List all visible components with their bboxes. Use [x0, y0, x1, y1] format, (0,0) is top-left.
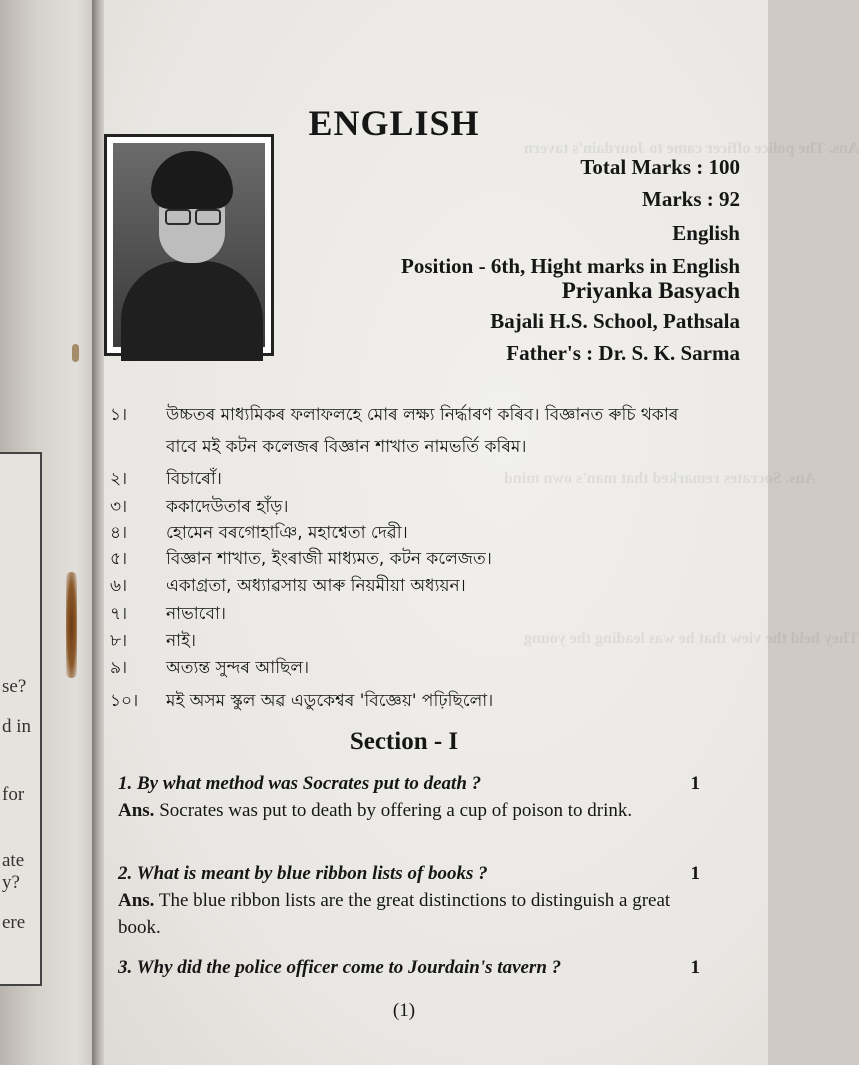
- left-page-box: [0, 452, 42, 986]
- question: 1. By what method was Socrates put to death ? 1: [118, 770, 700, 797]
- left-page-fragment: ere: [2, 912, 26, 933]
- question-block: [118, 770, 700, 824]
- marks-obtained: Marks : 92: [642, 187, 740, 211]
- page-title: ENGLISH: [308, 103, 480, 143]
- assamese-answer: ২। বিচাৰোঁ।: [110, 469, 222, 489]
- question: 3. Why did the police officer come to Jourdain's tavern ? 1: [118, 954, 700, 981]
- page-stain: [66, 572, 77, 678]
- assamese-answer: ৪। হোমেন বৰগোহাঞি, মহাশ্বেতা দেৱী।: [110, 523, 408, 543]
- assamese-answer: ৩। ককাদেউতাৰ হাঁড়।: [110, 497, 289, 517]
- assamese-answer: ১। উচ্চতৰ মাধ্যমিকৰ ফলাফলহে মোৰ লক্ষ্য নিৰ্দ্ধাৰণ কৰিব। বিজ্ঞানত ৰুচি থকাৰ: [110, 405, 679, 425]
- subject: English: [672, 221, 740, 245]
- assamese-answer: ৭। নাভাবো।: [110, 604, 226, 624]
- student-name: Priyanka Basyach: [561, 278, 740, 303]
- question-block: [118, 954, 700, 981]
- position: Position - 6th, Hight marks in English: [401, 254, 740, 278]
- section-heading: Section - I: [349, 728, 459, 755]
- assamese-answer: ৬। একাগ্ৰতা, অধ্যাৱসায় আৰু নিয়মীয়া অধ্যয়ন।: [110, 576, 466, 596]
- page-stain: [72, 344, 79, 362]
- question-marks: 1: [690, 957, 700, 978]
- assamese-answer: ৯। অত্যন্ত সুন্দৰ আছিল।: [110, 658, 310, 678]
- left-page-fragment: d in: [2, 716, 32, 737]
- left-page-fragment: y?: [2, 872, 20, 893]
- bleed-through-text: They held the view that he was leading the young: [524, 630, 859, 647]
- page-number: (1): [392, 1000, 416, 1021]
- question-marks: 1: [690, 773, 700, 794]
- question-marks: 1: [690, 863, 700, 884]
- left-page-fragment: for: [2, 784, 25, 805]
- left-facing-page: [0, 0, 96, 1065]
- assamese-answer: ৮। নাই।: [110, 631, 196, 651]
- assamese-answer: ৫। বিজ্ঞান শাখাত, ইংৰাজী মাধ্যমত, কটন কলেজত।: [110, 549, 492, 569]
- question: 2. What is meant by blue ribbon lists of books ? 1: [118, 860, 700, 887]
- answer: Ans. Socrates was put to death by offering a cup of poison to drink.: [118, 800, 633, 821]
- bleed-through-text: Ans. Socrates remarked that man's own mind: [504, 470, 817, 487]
- student-photo: [104, 134, 274, 356]
- main-page: [104, 0, 859, 1065]
- bleed-through-text: Ans. The police officer came to Jourdain's tavern: [524, 140, 859, 157]
- assamese-answer: ১০। মই অসম স্কুল অৱ এডুকেশ্বৰ 'বিজ্ঞেয়' পঢ়িছিলো।: [110, 691, 494, 711]
- assamese-answer: বাবে মই কটন কলেজৰ বিজ্ঞান শাখাত নামভৰ্তি কৰিম।: [166, 437, 527, 457]
- left-page-fragment: ate: [2, 850, 25, 871]
- school-name: Bajali H.S. School, Pathsala: [490, 309, 740, 333]
- total-marks: Total Marks : 100: [580, 155, 740, 179]
- left-page-fragment: se?: [2, 676, 27, 697]
- father-name: Father's : Dr. S. K. Sarma: [506, 341, 740, 365]
- answer: Ans. The blue ribbon lists are the great distinctions to distinguish a great book.: [118, 890, 671, 938]
- question-block: [118, 860, 700, 941]
